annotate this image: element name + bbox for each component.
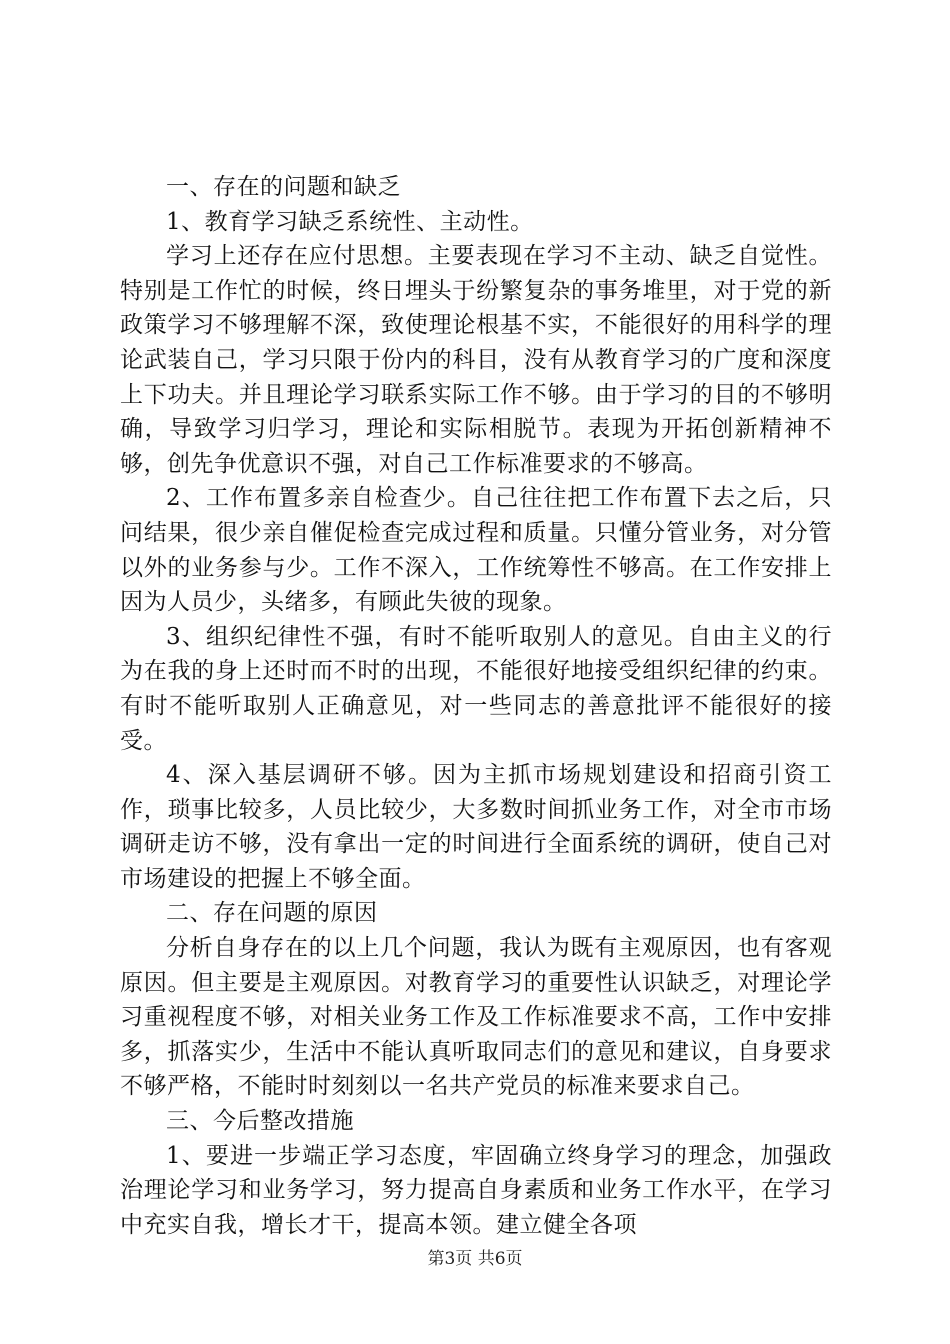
page-footer: 第3页 共6页 <box>427 1249 523 1269</box>
paragraph-measure-1: 1、要进一步端正学习态度，牢固确立终身学习的理念，加强政治理论学习和业务学习，努力提高自身素质和业务工作水平，在学习中充实自我，增长才干，提高本领。建立健全各项 <box>120 1142 832 1238</box>
document-body <box>120 170 832 1242</box>
section-heading-problems: 一、存在的问题和缺乏 <box>166 174 401 200</box>
paragraph-research: 4、深入基层调研不够。因为主抓市场规划建设和招商引资工作，琐事比较多，人员比较少，大多数时间抓业务工作，对全市市场调研走访不够，没有拿出一定的时间进行全面系统的调研，使自己对市场建设的把握上不够全面。 <box>120 762 832 892</box>
paragraph-learning-detail: 学习上还存在应付思想。主要表现在学习不主动、缺乏自觉性。特别是工作忙的时候，终日埋头于纷繁复杂的事务堆里，对于党的新政策学习不够理解不深，致使理论根基不实，不能很好的用科学的理论武装自己，学习只限于份内的科目，没有从教育学习的广度和深度上下功夫。并且理论学习联系实际工作不够。由于学习的目的不够明确，导致学习归学习，理论和实际相脱节。表现为开拓创新精神不够，创先争优意识不强，对自己工作标准要求的不够高。 <box>120 243 832 477</box>
paragraph-work-inspection: 2、工作布置多亲自检查少。自己往往把工作布置下去之后，只问结果，很少亲自催促检查完成过程和质量。只懂分管业务，对分管以外的业务参与少。工作不深入，工作统筹性不够高。在工作安排上因为人员少，头绪多，有顾此失彼的现象。 <box>120 485 832 616</box>
paragraph-discipline: 3、组织纪律性不强，有时不能听取别人的意见。自由主义的行为在我的身上还时而不时的出现，不能很好地接受组织纪律的约束。有时不能听取别人正确意见，对一些同志的善意批评不能很好的接受。 <box>120 623 832 754</box>
item-heading-learning: 1、教育学习缺乏系统性、主动性。 <box>166 208 534 235</box>
section-heading-measures: 三、今后整改措施 <box>166 1108 354 1135</box>
section-heading-causes: 二、存在问题的原因 <box>166 900 378 927</box>
paragraph-causes-detail: 分析自身存在的以上几个问题，我认为既有主观原因，也有客观原因。但主要是主观原因。对教育学习的重要性认识缺乏，对理论学习重视程度不够，对相关业务工作及工作标准要求不高，工作中安排多，抓落实少，生活中不能认真听取同志们的意见和建议，自身要求不够严格，不能时时刻刻以一名共产党员的标准来要求自己。 <box>120 935 832 1100</box>
